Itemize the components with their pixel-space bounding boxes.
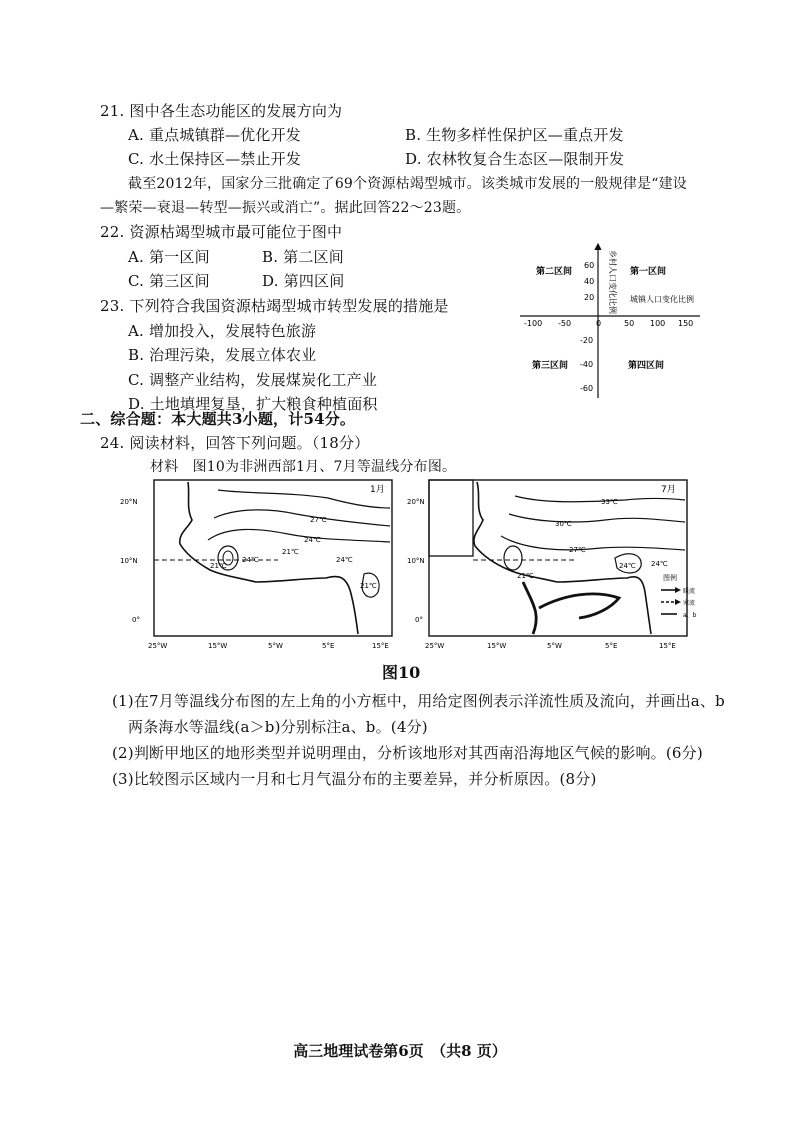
- isotherm-line: [501, 536, 685, 550]
- lon-label: 5°W: [547, 642, 562, 650]
- lon-label: 25°W: [425, 642, 445, 650]
- section2-heading: 二、综合题：本大题共3小题，计54分。: [80, 410, 356, 428]
- quadrant-1-label: 第一区间: [630, 267, 667, 277]
- isotherm-closed: [504, 546, 522, 570]
- y-tick: 60: [584, 261, 595, 270]
- lon-label: 5°E: [322, 642, 335, 650]
- y-tick: 20: [584, 293, 595, 302]
- q22-option-b[interactable]: B. 第二区间: [262, 248, 344, 266]
- isotherm-line: [208, 529, 390, 542]
- lat-label: 0°: [132, 616, 140, 624]
- figure-caption: 图10: [382, 663, 421, 682]
- isotherm-line: [214, 510, 390, 526]
- answer-box[interactable]: [429, 480, 473, 556]
- q21-option-a[interactable]: A. 重点城镇群—优化开发: [128, 126, 301, 144]
- isotherm-label: 30℃: [555, 520, 572, 528]
- lon-label: 5°W: [268, 642, 283, 650]
- drawn-current: [539, 594, 619, 618]
- q23-option-b[interactable]: B. 治理污染，发展立体农业: [128, 346, 317, 364]
- isotherm-label: 27℃: [569, 546, 586, 554]
- y-axis-label: 乡村人口变化比例: [608, 250, 617, 314]
- lat-label: 10°N: [407, 557, 425, 565]
- q21-stem: 21. 图中各生态功能区的发展方向为: [100, 102, 343, 120]
- q23-option-c[interactable]: C. 调整产业结构，发展煤炭化工产业: [128, 371, 378, 389]
- isotherm-line: [515, 496, 685, 502]
- isotherm-label: 24℃: [651, 560, 668, 568]
- x-tick: 0: [596, 319, 602, 328]
- isotherm-line: [218, 490, 390, 508]
- month-label: 1月: [370, 485, 385, 495]
- x-tick: 50: [624, 319, 635, 328]
- y-tick: -40: [580, 360, 594, 369]
- map-frame: [154, 480, 392, 636]
- legend-arrow-icon: [675, 599, 681, 605]
- quadrant-3-label: 第三区间: [532, 361, 569, 371]
- lon-label: 5°E: [605, 642, 618, 650]
- q24-sub1-line1: (1)在7月等温线分布图的左上角的小方框中，用给定图例表示洋流性质及流向，并画出a、b: [112, 692, 725, 710]
- quadrant-4-label: 第四区间: [628, 361, 665, 371]
- material-intro-line2: —繁荣—衰退—转型—振兴或消亡”。据此回答22～23题。: [100, 200, 471, 216]
- q22-option-d[interactable]: D. 第四区间: [262, 272, 345, 290]
- x-tick: 150: [678, 319, 694, 328]
- y-tick: -20: [580, 336, 594, 345]
- legend-warm-current: 暖流: [683, 588, 696, 595]
- lat-label: 20°N: [120, 498, 138, 506]
- y-tick: 40: [584, 277, 595, 286]
- lat-label: 0°: [415, 616, 423, 624]
- material-intro-line1: 截至2012年，国家分三批确定了69个资源枯竭型城市。该类城市发展的一般规律是“建设: [128, 176, 687, 192]
- isotherm-label: 33℃: [601, 498, 618, 506]
- q22-option-c[interactable]: C. 第三区间: [128, 272, 210, 290]
- legend-isotherm: a、b: [683, 612, 697, 619]
- map-july: [405, 478, 697, 658]
- month-label: 7月: [661, 485, 676, 495]
- q24-sub1-line2: 两条海水等温线(a＞b)分别标注a、b。(4分): [128, 718, 428, 736]
- legend-title: 图例: [663, 574, 677, 582]
- map-january: [118, 478, 400, 658]
- lon-label: 15°E: [659, 642, 676, 650]
- q21-option-b[interactable]: B. 生物多样性保护区—重点开发: [405, 126, 624, 144]
- isotherm-label: 24℃: [304, 536, 321, 544]
- isotherm-label: 21℃: [517, 572, 534, 580]
- q24-stem: 24. 阅读材料，回答下列问题。（18分）: [100, 434, 370, 452]
- isotherm-label: 24℃: [336, 556, 353, 564]
- isotherm-label: 21℃: [282, 548, 299, 556]
- lon-label: 15°W: [487, 642, 507, 650]
- page-footer: 高三地理试卷第6页 （共8 页）: [293, 1042, 507, 1060]
- coastline: [474, 482, 651, 634]
- x-tick: -50: [558, 319, 572, 328]
- lat-label: 10°N: [120, 557, 138, 565]
- lon-label: 25°W: [148, 642, 168, 650]
- q24-sub3: (3)比较图示区域内一月和七月气温分布的主要差异，并分析原因。(8分): [112, 770, 597, 788]
- isotherm-label: 21℃: [360, 582, 377, 590]
- x-tick: 100: [650, 319, 666, 328]
- x-axis-label: 城镇人口变化比例: [630, 295, 694, 304]
- q22-stem: 22. 资源枯竭型城市最可能位于图中: [100, 223, 343, 241]
- quadrant-2-label: 第二区间: [536, 267, 573, 277]
- isotherm-label: 27℃: [310, 516, 327, 524]
- isotherm-line: [509, 514, 685, 522]
- q22-option-a[interactable]: A. 第一区间: [128, 248, 210, 266]
- q23-option-a[interactable]: A. 增加投入，发展特色旅游: [128, 322, 317, 340]
- isotherm-label: 21℃: [210, 562, 227, 570]
- q21-option-c[interactable]: C. 水土保持区—禁止开发: [128, 150, 302, 168]
- drawn-current: [523, 582, 536, 634]
- lat-label: 20°N: [407, 498, 425, 506]
- legend-cold-current: 寒流: [683, 600, 696, 607]
- quadrant-chart: [520, 240, 710, 410]
- q21-option-d[interactable]: D. 农林牧复合生态区—限制开发: [405, 150, 625, 168]
- isotherm-label: 24℃: [242, 556, 259, 564]
- x-tick: -100: [524, 319, 543, 328]
- q24-sub2: (2)判断甲地区的地形类型并说明理由，分析该地形对其西南沿海地区气候的影响。(6分): [112, 744, 703, 762]
- lon-label: 15°E: [372, 642, 389, 650]
- legend-arrow-icon: [675, 587, 681, 593]
- coastline: [180, 482, 358, 634]
- isotherm-label: 24℃: [619, 562, 636, 570]
- q23-option-d[interactable]: D. 土地填埋复垦，扩大粮食种植面积: [128, 395, 378, 413]
- y-tick: -60: [580, 384, 594, 393]
- q24-material: 材料 图10为非洲西部1月、7月等温线分布图。: [150, 459, 457, 475]
- lon-label: 15°W: [208, 642, 228, 650]
- q23-stem: 23. 下列符合我国资源枯竭型城市转型发展的措施是: [100, 297, 449, 315]
